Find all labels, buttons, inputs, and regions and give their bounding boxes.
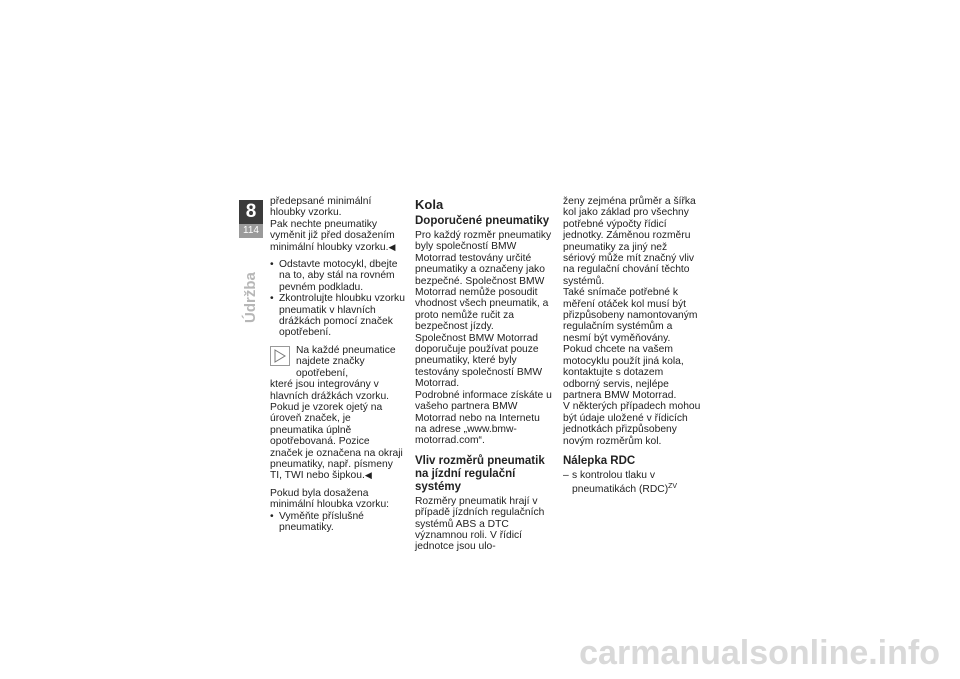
note-block: Na každé pneumatice najdete značky opotřebení, které jsou integrovány v hlavních drážkách vzorku. Pokud je vzorek ojetý na úroveň značek, je pneumatika úplně opotřebovaná. Pozice značek je označena na okraji pneumatiky, např. písmeny TI, TWI nebo šipkou.◀ <box>270 344 403 482</box>
list-item: – s kontrolou tlaku v pneumatikách (RDC)$^{ZV}$ <box>563 469 678 496</box>
paragraph: Také snímače potřebné k měření otáček kol musí být přizpůsobeny namontovaným regulačním systémům a nesmí být vyměňovány. <box>563 287 698 344</box>
chapter-number: 8 <box>239 200 263 224</box>
section-heading: Vliv rozměrů pneumatik na jízdní regulační systémy <box>415 454 545 493</box>
paragraph: ženy zejména průměr a šířka kol jako základ pro všechny potřebné výpočty řídicí jednotky. Záměnou rozměru pneumatiky za jiný než sériový může mít značný vliv na regulační chování těchto systémů. <box>563 196 696 287</box>
section-title: Kola <box>415 197 444 212</box>
list-item: • Zkontrolujte hloubku vzorku pneumatik v hlavních drážkách pomocí značek opotřebení. <box>270 293 405 339</box>
list-item: • Vyměňte příslušné pneumatiky. <box>270 510 364 533</box>
column-1 <box>270 196 405 533</box>
page-number: 114 <box>239 224 263 238</box>
chapter-label: Údržba <box>242 272 259 323</box>
paragraph: předepsané minimální hloubky vzorku. <box>270 196 372 219</box>
column-3 <box>563 196 701 496</box>
note-triangle-icon <box>270 346 290 366</box>
paragraph: Pro každý rozměr pneumatiky byly společností BMW Motorrad testovány určité pneumatiky a označeny jako bezpečné. Společnost BMW Motorrad nemůže posoudit vhodnost všech pneumatik, a proto nemůže ručit za bezpečnost jízdy. <box>415 230 552 333</box>
end-marker-icon: ◀ <box>364 470 372 481</box>
section-heading: Nálepka RDC <box>563 454 636 467</box>
end-marker-icon: ◀ <box>388 241 396 252</box>
paragraph: Pokud byla dosažena minimální hloubka vzorku: <box>270 487 390 511</box>
paragraph: Společnost BMW Motorrad doporučuje používat pouze pneumatiky, které byly testovány společností BMW Motorrad. <box>415 332 543 390</box>
paragraph: Pak nechte pneumatiky vyměnit již před dosažením minimální hloubky vzorku.◀ <box>270 218 396 253</box>
watermark: carmanualsonline.info <box>579 634 940 672</box>
paragraph: V některých případech mohou být údaje uložené v řídicích jednotkách přizpůsobeny novým rozměrům kol. <box>563 401 701 447</box>
paragraph: Rozměry pneumatik hrají v případě jízdních regulačních systémů ABS a DTC významnou roli. V řídicí jednotce jsou ulo- <box>415 495 545 553</box>
paragraph: Pokud chcete na vašem motocyklu použít jiná kola, kontaktujte s dotazem odborný servis, nejlépe partnera BMW Motorrad. <box>563 344 684 401</box>
list-item: • Odstavte motocykl, dbejte na to, aby stál na rovném pevném podkladu. <box>270 259 398 293</box>
section-heading: Doporučené pneumatiky <box>415 215 550 227</box>
paragraph: Podrobné informace získáte u vašeho partnera BMW Motorrad nebo na Internetu na adrese „www.bmw-motorrad.com“. <box>415 389 552 447</box>
column-2 <box>415 196 553 553</box>
